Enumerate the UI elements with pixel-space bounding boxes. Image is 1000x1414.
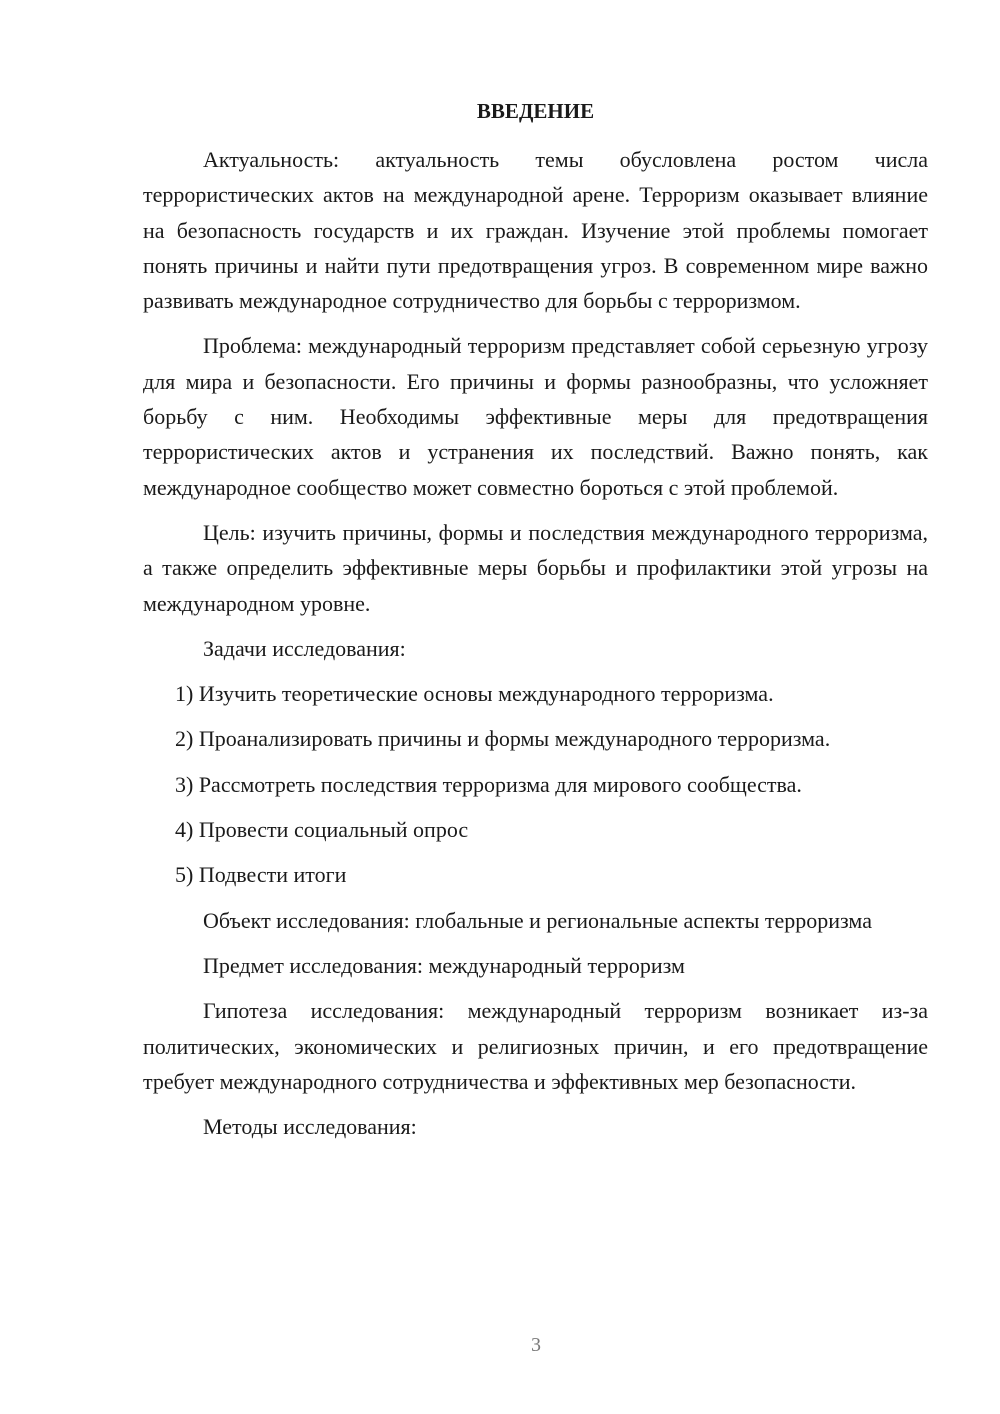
tasks-heading: Задачи исследования:	[203, 635, 406, 661]
hypothesis-paragraph: Гипотеза исследования: международный терроризм возникает из-за политических, экономических и религиозных причин, и его предотвращение требует международного сотрудничества и эффективных мер безопасности.	[143, 998, 928, 1094]
task-item: 4) Провести социальный опрос	[175, 817, 469, 843]
task-item: 2) Проанализировать причины и формы международного терроризма.	[175, 726, 831, 752]
page-number: 3	[531, 1334, 541, 1356]
methods-heading: Методы исследования:	[203, 1114, 417, 1140]
task-item: 3) Рассмотреть последствия терроризма для мирового сообщества.	[175, 771, 802, 797]
subject-paragraph: Предмет исследования: международный терроризм	[203, 952, 685, 978]
task-item: 5) Подвести итоги	[175, 862, 347, 888]
problem-paragraph: Проблема: международный терроризм представляет собой серьезную угрозу для мира и безопасности. Его причины и формы разнообразны, что усложняет борьбу с ним. Необходимы эффективные меры для предотвращения террористических актов и устранения их последствий. Важно понять, как международное сообщество может совместно бороться с этой проблемой.	[143, 333, 928, 500]
goal-paragraph: Цель: изучить причины, формы и последствия международного терроризма, а также определить эффективные меры борьбы и профилактики этой угрозы на международном уровне.	[143, 519, 928, 616]
object-paragraph: Объект исследования: глобальные и региональные аспекты терроризма	[203, 907, 872, 933]
tasks-list	[143, 676, 928, 892]
document-page	[143, 96, 928, 1154]
relevance-paragraph: Актуальность: актуальность темы обусловлена ростом числа террористических актов на международной арене. Терроризм оказывает влияние на безопасность государств и их граждан. Изучение этой проблемы помогает понять причины и найти пути предотвращения угроз. В современном мире важно развивать международное сотрудничество для борьбы с терроризмом.	[143, 147, 928, 314]
task-item: 1) Изучить теоретические основы международного терроризма.	[175, 681, 774, 707]
page-title: ВВЕДЕНИЕ	[476, 99, 595, 123]
